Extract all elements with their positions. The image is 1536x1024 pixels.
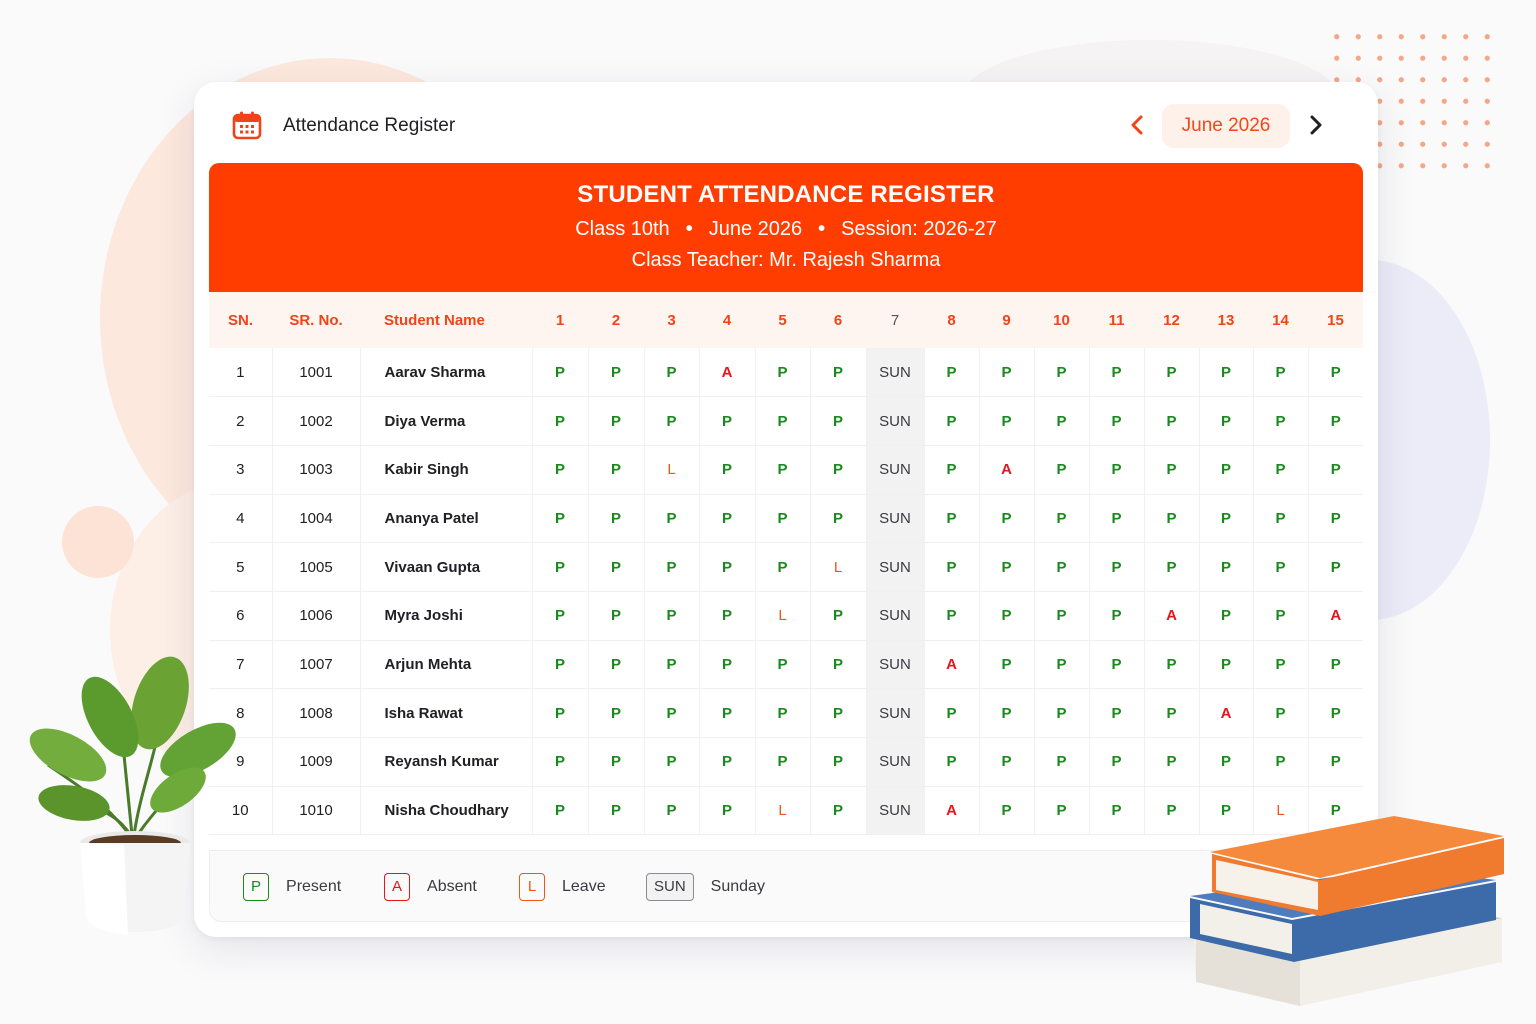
attendance-cell[interactable]: P bbox=[644, 591, 699, 640]
attendance-table bbox=[209, 292, 1363, 835]
attendance-cell[interactable]: P bbox=[699, 786, 755, 835]
sr-number-cell: 1009 bbox=[272, 738, 360, 787]
attendance-cell[interactable]: P bbox=[1089, 786, 1144, 835]
attendance-cell[interactable]: P bbox=[532, 738, 588, 787]
attendance-cell[interactable]: P bbox=[532, 689, 588, 738]
attendance-cell[interactable]: P bbox=[699, 543, 755, 592]
attendance-cell[interactable]: P bbox=[588, 397, 644, 446]
attendance-cell[interactable]: P bbox=[755, 494, 810, 543]
class-teacher: Class Teacher: Mr. Rajesh Sharma bbox=[631, 249, 941, 271]
attendance-cell[interactable]: P bbox=[810, 591, 866, 640]
attendance-cell[interactable]: P bbox=[979, 786, 1034, 835]
column-header-day-12: 12 bbox=[1163, 311, 1180, 329]
serial-number-cell: 3 bbox=[209, 445, 272, 494]
potted-plant-illustration bbox=[28, 655, 238, 945]
sr-number-cell: 1006 bbox=[272, 591, 360, 640]
table-row bbox=[209, 738, 1363, 787]
column-header-student-name: Student Name bbox=[384, 311, 485, 329]
attendance-cell[interactable]: P bbox=[588, 786, 644, 835]
attendance-cell[interactable]: P bbox=[1089, 591, 1144, 640]
table-row bbox=[209, 543, 1363, 592]
column-header-day-14: 14 bbox=[1272, 311, 1289, 329]
attendance-cell[interactable]: P bbox=[532, 445, 588, 494]
attendance-cell[interactable]: P bbox=[1308, 689, 1363, 738]
table-row bbox=[209, 494, 1363, 543]
attendance-cell[interactable]: P bbox=[1253, 543, 1308, 592]
register-title: STUDENT ATTENDANCE REGISTER bbox=[577, 181, 995, 208]
attendance-cell[interactable]: P bbox=[1034, 397, 1089, 446]
attendance-cell[interactable]: P bbox=[810, 494, 866, 543]
attendance-cell[interactable]: P bbox=[1253, 445, 1308, 494]
attendance-cell[interactable]: P bbox=[1034, 494, 1089, 543]
attendance-cell[interactable]: L bbox=[755, 786, 810, 835]
attendance-cell[interactable]: P bbox=[1034, 445, 1089, 494]
attendance-cell[interactable]: P bbox=[1199, 348, 1253, 397]
attendance-cell[interactable]: SUN bbox=[866, 543, 924, 592]
attendance-cell[interactable]: P bbox=[1308, 445, 1363, 494]
attendance-cell[interactable]: P bbox=[699, 689, 755, 738]
class-label: Class 10th bbox=[575, 218, 670, 240]
attendance-cell[interactable]: P bbox=[1034, 348, 1089, 397]
attendance-cell[interactable]: P bbox=[1034, 689, 1089, 738]
attendance-cell[interactable]: P bbox=[1253, 494, 1308, 543]
attendance-cell[interactable]: A bbox=[1144, 591, 1199, 640]
separator: • bbox=[685, 218, 693, 240]
attendance-cell[interactable]: P bbox=[588, 738, 644, 787]
attendance-cell[interactable]: P bbox=[1199, 738, 1253, 787]
sr-number-cell: 1001 bbox=[272, 348, 360, 397]
sr-number-cell: 1007 bbox=[272, 640, 360, 689]
attendance-cell[interactable]: A bbox=[1199, 689, 1253, 738]
attendance-cell[interactable]: P bbox=[1308, 348, 1363, 397]
attendance-cell[interactable]: P bbox=[979, 348, 1034, 397]
serial-number-cell: 7 bbox=[209, 640, 272, 689]
attendance-cell[interactable]: P bbox=[1089, 445, 1144, 494]
attendance-cell[interactable]: P bbox=[810, 445, 866, 494]
attendance-cell[interactable]: P bbox=[810, 640, 866, 689]
column-header-day-6: 6 bbox=[833, 311, 843, 329]
legend-code-p: P bbox=[243, 873, 269, 901]
attendance-cell[interactable]: P bbox=[755, 348, 810, 397]
serial-number-cell: 8 bbox=[209, 689, 272, 738]
serial-number-cell: 1 bbox=[209, 348, 272, 397]
attendance-cell[interactable]: P bbox=[1199, 640, 1253, 689]
attendance-cell[interactable]: P bbox=[644, 689, 699, 738]
student-name-cell: Isha Rawat bbox=[360, 689, 532, 738]
table-row bbox=[209, 397, 1363, 446]
attendance-cell[interactable]: P bbox=[644, 738, 699, 787]
attendance-cell[interactable]: P bbox=[979, 738, 1034, 787]
attendance-cell[interactable]: P bbox=[644, 397, 699, 446]
attendance-cell[interactable]: P bbox=[588, 494, 644, 543]
separator: • bbox=[818, 218, 826, 240]
attendance-cell[interactable]: L bbox=[644, 445, 699, 494]
attendance-cell[interactable]: P bbox=[699, 738, 755, 787]
attendance-cell[interactable]: P bbox=[1144, 543, 1199, 592]
attendance-cell[interactable]: P bbox=[1308, 640, 1363, 689]
attendance-cell[interactable]: P bbox=[1089, 348, 1144, 397]
attendance-cell[interactable]: P bbox=[1144, 640, 1199, 689]
attendance-cell[interactable]: P bbox=[810, 738, 866, 787]
attendance-cell[interactable]: P bbox=[588, 591, 644, 640]
attendance-cell[interactable]: P bbox=[699, 591, 755, 640]
attendance-cell[interactable]: P bbox=[979, 640, 1034, 689]
attendance-cell[interactable]: P bbox=[755, 689, 810, 738]
attendance-cell[interactable]: P bbox=[924, 494, 979, 543]
table-header-row bbox=[209, 292, 1363, 348]
attendance-cell[interactable]: P bbox=[755, 397, 810, 446]
attendance-cell[interactable]: SUN bbox=[866, 640, 924, 689]
attendance-cell[interactable]: P bbox=[1144, 738, 1199, 787]
month-selector[interactable]: June 2026 bbox=[1162, 104, 1290, 148]
attendance-cell[interactable]: P bbox=[1199, 445, 1253, 494]
month-label: June 2026 bbox=[708, 218, 803, 240]
attendance-cell[interactable]: P bbox=[1144, 348, 1199, 397]
table-row bbox=[209, 591, 1363, 640]
legend-code-a: A bbox=[384, 873, 410, 901]
serial-number-cell: 5 bbox=[209, 543, 272, 592]
attendance-cell[interactable]: P bbox=[979, 689, 1034, 738]
register-subtitle bbox=[209, 218, 1363, 241]
student-name-cell: Aarav Sharma bbox=[360, 348, 532, 397]
attendance-cell[interactable]: P bbox=[1144, 397, 1199, 446]
legend-item-absent bbox=[384, 873, 477, 901]
attendance-cell[interactable]: P bbox=[699, 445, 755, 494]
sr-number-cell: 1004 bbox=[272, 494, 360, 543]
attendance-cell[interactable]: P bbox=[1199, 786, 1253, 835]
attendance-cell[interactable]: P bbox=[644, 640, 699, 689]
attendance-cell[interactable]: P bbox=[1199, 397, 1253, 446]
student-name-cell: Myra Joshi bbox=[360, 591, 532, 640]
legend-label: Absent bbox=[427, 878, 477, 895]
attendance-cell[interactable]: P bbox=[755, 738, 810, 787]
legend-item-sunday bbox=[646, 873, 765, 901]
student-name-cell: Vivaan Gupta bbox=[360, 543, 532, 592]
student-name-cell: Kabir Singh bbox=[360, 445, 532, 494]
attendance-cell[interactable]: P bbox=[1089, 689, 1144, 738]
attendance-cell[interactable]: P bbox=[644, 543, 699, 592]
attendance-cell[interactable]: P bbox=[755, 445, 810, 494]
attendance-cell[interactable]: A bbox=[1308, 591, 1363, 640]
legend-label: Sunday bbox=[710, 878, 765, 895]
attendance-cell[interactable]: A bbox=[979, 445, 1034, 494]
attendance-cell[interactable]: P bbox=[588, 445, 644, 494]
legend-item-present bbox=[243, 873, 341, 901]
attendance-cell[interactable]: P bbox=[699, 397, 755, 446]
attendance-cell[interactable]: P bbox=[644, 348, 699, 397]
serial-number-cell: 2 bbox=[209, 397, 272, 446]
attendance-cell[interactable]: P bbox=[924, 397, 979, 446]
attendance-cell[interactable]: SUN bbox=[866, 689, 924, 738]
register-banner bbox=[209, 163, 1363, 292]
column-header-day-7: 7 bbox=[890, 311, 900, 329]
attendance-cell[interactable]: P bbox=[924, 738, 979, 787]
attendance-cell[interactable]: P bbox=[979, 591, 1034, 640]
legend-code-sun: SUN bbox=[646, 873, 694, 901]
sr-number-cell: 1010 bbox=[272, 786, 360, 835]
attendance-cell[interactable]: P bbox=[810, 397, 866, 446]
book-stack-illustration bbox=[1180, 810, 1510, 1010]
attendance-cell[interactable]: P bbox=[979, 397, 1034, 446]
attendance-cell[interactable]: P bbox=[1144, 689, 1199, 738]
attendance-cell[interactable]: P bbox=[532, 397, 588, 446]
attendance-cell[interactable]: SUN bbox=[866, 445, 924, 494]
attendance-cell[interactable]: P bbox=[532, 494, 588, 543]
attendance-cell[interactable]: P bbox=[644, 786, 699, 835]
session-label: Session: 2026-27 bbox=[841, 218, 997, 240]
attendance-cell[interactable]: P bbox=[924, 543, 979, 592]
student-name-cell: Ananya Patel bbox=[360, 494, 532, 543]
attendance-cell[interactable]: P bbox=[1253, 591, 1308, 640]
attendance-cell[interactable]: P bbox=[1308, 786, 1363, 835]
attendance-cell[interactable]: L bbox=[1253, 786, 1308, 835]
column-header-day-9: 9 bbox=[1002, 311, 1011, 329]
calendar-icon bbox=[232, 110, 262, 140]
legend-item-leave bbox=[519, 873, 606, 901]
attendance-cell[interactable]: P bbox=[1034, 738, 1089, 787]
attendance-cell[interactable]: P bbox=[1253, 348, 1308, 397]
attendance-cell[interactable]: P bbox=[1308, 738, 1363, 787]
attendance-cell[interactable]: P bbox=[588, 543, 644, 592]
column-header-day-2: 2 bbox=[611, 311, 621, 329]
serial-number-cell: 6 bbox=[209, 591, 272, 640]
column-header-day-10: 10 bbox=[1053, 311, 1070, 329]
attendance-card bbox=[194, 82, 1378, 937]
app-title: Attendance Register bbox=[283, 115, 456, 136]
attendance-cell[interactable]: P bbox=[924, 689, 979, 738]
student-name-cell: Nisha Choudhary bbox=[360, 786, 532, 835]
attendance-cell[interactable]: P bbox=[532, 786, 588, 835]
table-row bbox=[209, 640, 1363, 689]
attendance-cell[interactable]: P bbox=[1199, 494, 1253, 543]
attendance-cell[interactable]: P bbox=[532, 348, 588, 397]
column-header-day-13: 13 bbox=[1217, 311, 1235, 329]
attendance-cell[interactable]: P bbox=[1089, 738, 1144, 787]
serial-number-cell: 4 bbox=[209, 494, 272, 543]
attendance-cell[interactable]: P bbox=[1253, 738, 1308, 787]
card-header bbox=[194, 82, 1378, 164]
student-name-cell: Diya Verma bbox=[360, 397, 532, 446]
attendance-cell[interactable]: P bbox=[1253, 689, 1308, 738]
attendance-cell[interactable]: P bbox=[1144, 494, 1199, 543]
attendance-cell[interactable]: P bbox=[810, 689, 866, 738]
attendance-cell[interactable]: SUN bbox=[866, 494, 924, 543]
attendance-cell[interactable]: P bbox=[1034, 543, 1089, 592]
attendance-cell[interactable]: P bbox=[588, 640, 644, 689]
attendance-cell[interactable]: P bbox=[1199, 591, 1253, 640]
sr-number-cell: 1005 bbox=[272, 543, 360, 592]
attendance-cell[interactable]: P bbox=[532, 640, 588, 689]
column-header-sr-no: SR. No. bbox=[289, 311, 343, 329]
attendance-table-wrap bbox=[209, 292, 1363, 835]
serial-number-cell: 10 bbox=[209, 786, 272, 835]
attendance-cell[interactable]: A bbox=[924, 786, 979, 835]
attendance-cell[interactable]: P bbox=[1034, 591, 1089, 640]
attendance-cell[interactable]: P bbox=[755, 543, 810, 592]
attendance-cell[interactable]: P bbox=[588, 689, 644, 738]
attendance-cell[interactable]: P bbox=[924, 445, 979, 494]
chevron-left-icon[interactable] bbox=[1125, 112, 1149, 138]
table-row bbox=[209, 689, 1363, 738]
column-header-day-4: 4 bbox=[722, 311, 732, 329]
legend-label: Leave bbox=[562, 878, 606, 895]
attendance-cell[interactable]: P bbox=[1034, 640, 1089, 689]
attendance-cell[interactable]: P bbox=[1089, 397, 1144, 446]
attendance-cell[interactable]: P bbox=[979, 494, 1034, 543]
attendance-cell[interactable]: P bbox=[644, 494, 699, 543]
attendance-cell[interactable]: P bbox=[810, 348, 866, 397]
column-header-day-11: 11 bbox=[1108, 311, 1125, 329]
attendance-cell[interactable]: SUN bbox=[866, 738, 924, 787]
attendance-cell[interactable]: P bbox=[924, 348, 979, 397]
serial-number-cell: 9 bbox=[209, 738, 272, 787]
attendance-cell[interactable]: P bbox=[810, 786, 866, 835]
attendance-cell[interactable]: P bbox=[1144, 445, 1199, 494]
attendance-cell[interactable]: P bbox=[1308, 397, 1363, 446]
attendance-cell[interactable]: P bbox=[1144, 786, 1199, 835]
attendance-cell[interactable]: P bbox=[1253, 640, 1308, 689]
attendance-cell[interactable]: P bbox=[924, 591, 979, 640]
attendance-cell[interactable]: L bbox=[755, 591, 810, 640]
column-header-day-1: 1 bbox=[555, 311, 565, 329]
attendance-cell[interactable]: SUN bbox=[866, 786, 924, 835]
student-name-cell: Arjun Mehta bbox=[360, 640, 532, 689]
student-name-cell: Reyansh Kumar bbox=[360, 738, 532, 787]
attendance-cell[interactable]: L bbox=[810, 543, 866, 592]
attendance-cell[interactable]: SUN bbox=[866, 348, 924, 397]
attendance-cell[interactable]: P bbox=[1199, 543, 1253, 592]
attendance-cell[interactable]: P bbox=[1253, 397, 1308, 446]
legend-code-l: L bbox=[519, 873, 545, 901]
attendance-cell[interactable]: P bbox=[532, 543, 588, 592]
attendance-cell[interactable]: A bbox=[924, 640, 979, 689]
attendance-cell[interactable]: P bbox=[755, 640, 810, 689]
attendance-cell[interactable]: P bbox=[532, 591, 588, 640]
column-header-day-8: 8 bbox=[947, 311, 956, 329]
column-header-day-5: 5 bbox=[778, 311, 787, 329]
column-header-day-15: 15 bbox=[1327, 311, 1344, 329]
sr-number-cell: 1003 bbox=[272, 445, 360, 494]
attendance-cell[interactable]: P bbox=[1089, 494, 1144, 543]
attendance-cell[interactable]: SUN bbox=[866, 397, 924, 446]
attendance-cell[interactable]: P bbox=[1308, 543, 1363, 592]
background-circle bbox=[62, 506, 134, 578]
column-header-sn: SN. bbox=[227, 311, 253, 329]
attendance-cell[interactable]: P bbox=[1089, 543, 1144, 592]
sr-number-cell: 1008 bbox=[272, 689, 360, 738]
table-row bbox=[209, 445, 1363, 494]
attendance-cell[interactable]: P bbox=[699, 494, 755, 543]
sr-number-cell: 1002 bbox=[272, 397, 360, 446]
table-row bbox=[209, 348, 1363, 397]
column-header-day-3: 3 bbox=[667, 311, 676, 329]
attendance-cell[interactable]: P bbox=[699, 640, 755, 689]
attendance-cell[interactable]: P bbox=[588, 348, 644, 397]
attendance-cell[interactable]: SUN bbox=[866, 591, 924, 640]
attendance-cell[interactable]: A bbox=[699, 348, 755, 397]
legend-label: Present bbox=[286, 878, 342, 895]
chevron-right-icon[interactable] bbox=[1304, 112, 1328, 138]
attendance-cell[interactable]: P bbox=[1089, 640, 1144, 689]
attendance-cell[interactable]: P bbox=[1034, 786, 1089, 835]
attendance-cell[interactable]: P bbox=[979, 543, 1034, 592]
attendance-cell[interactable]: P bbox=[1308, 494, 1363, 543]
